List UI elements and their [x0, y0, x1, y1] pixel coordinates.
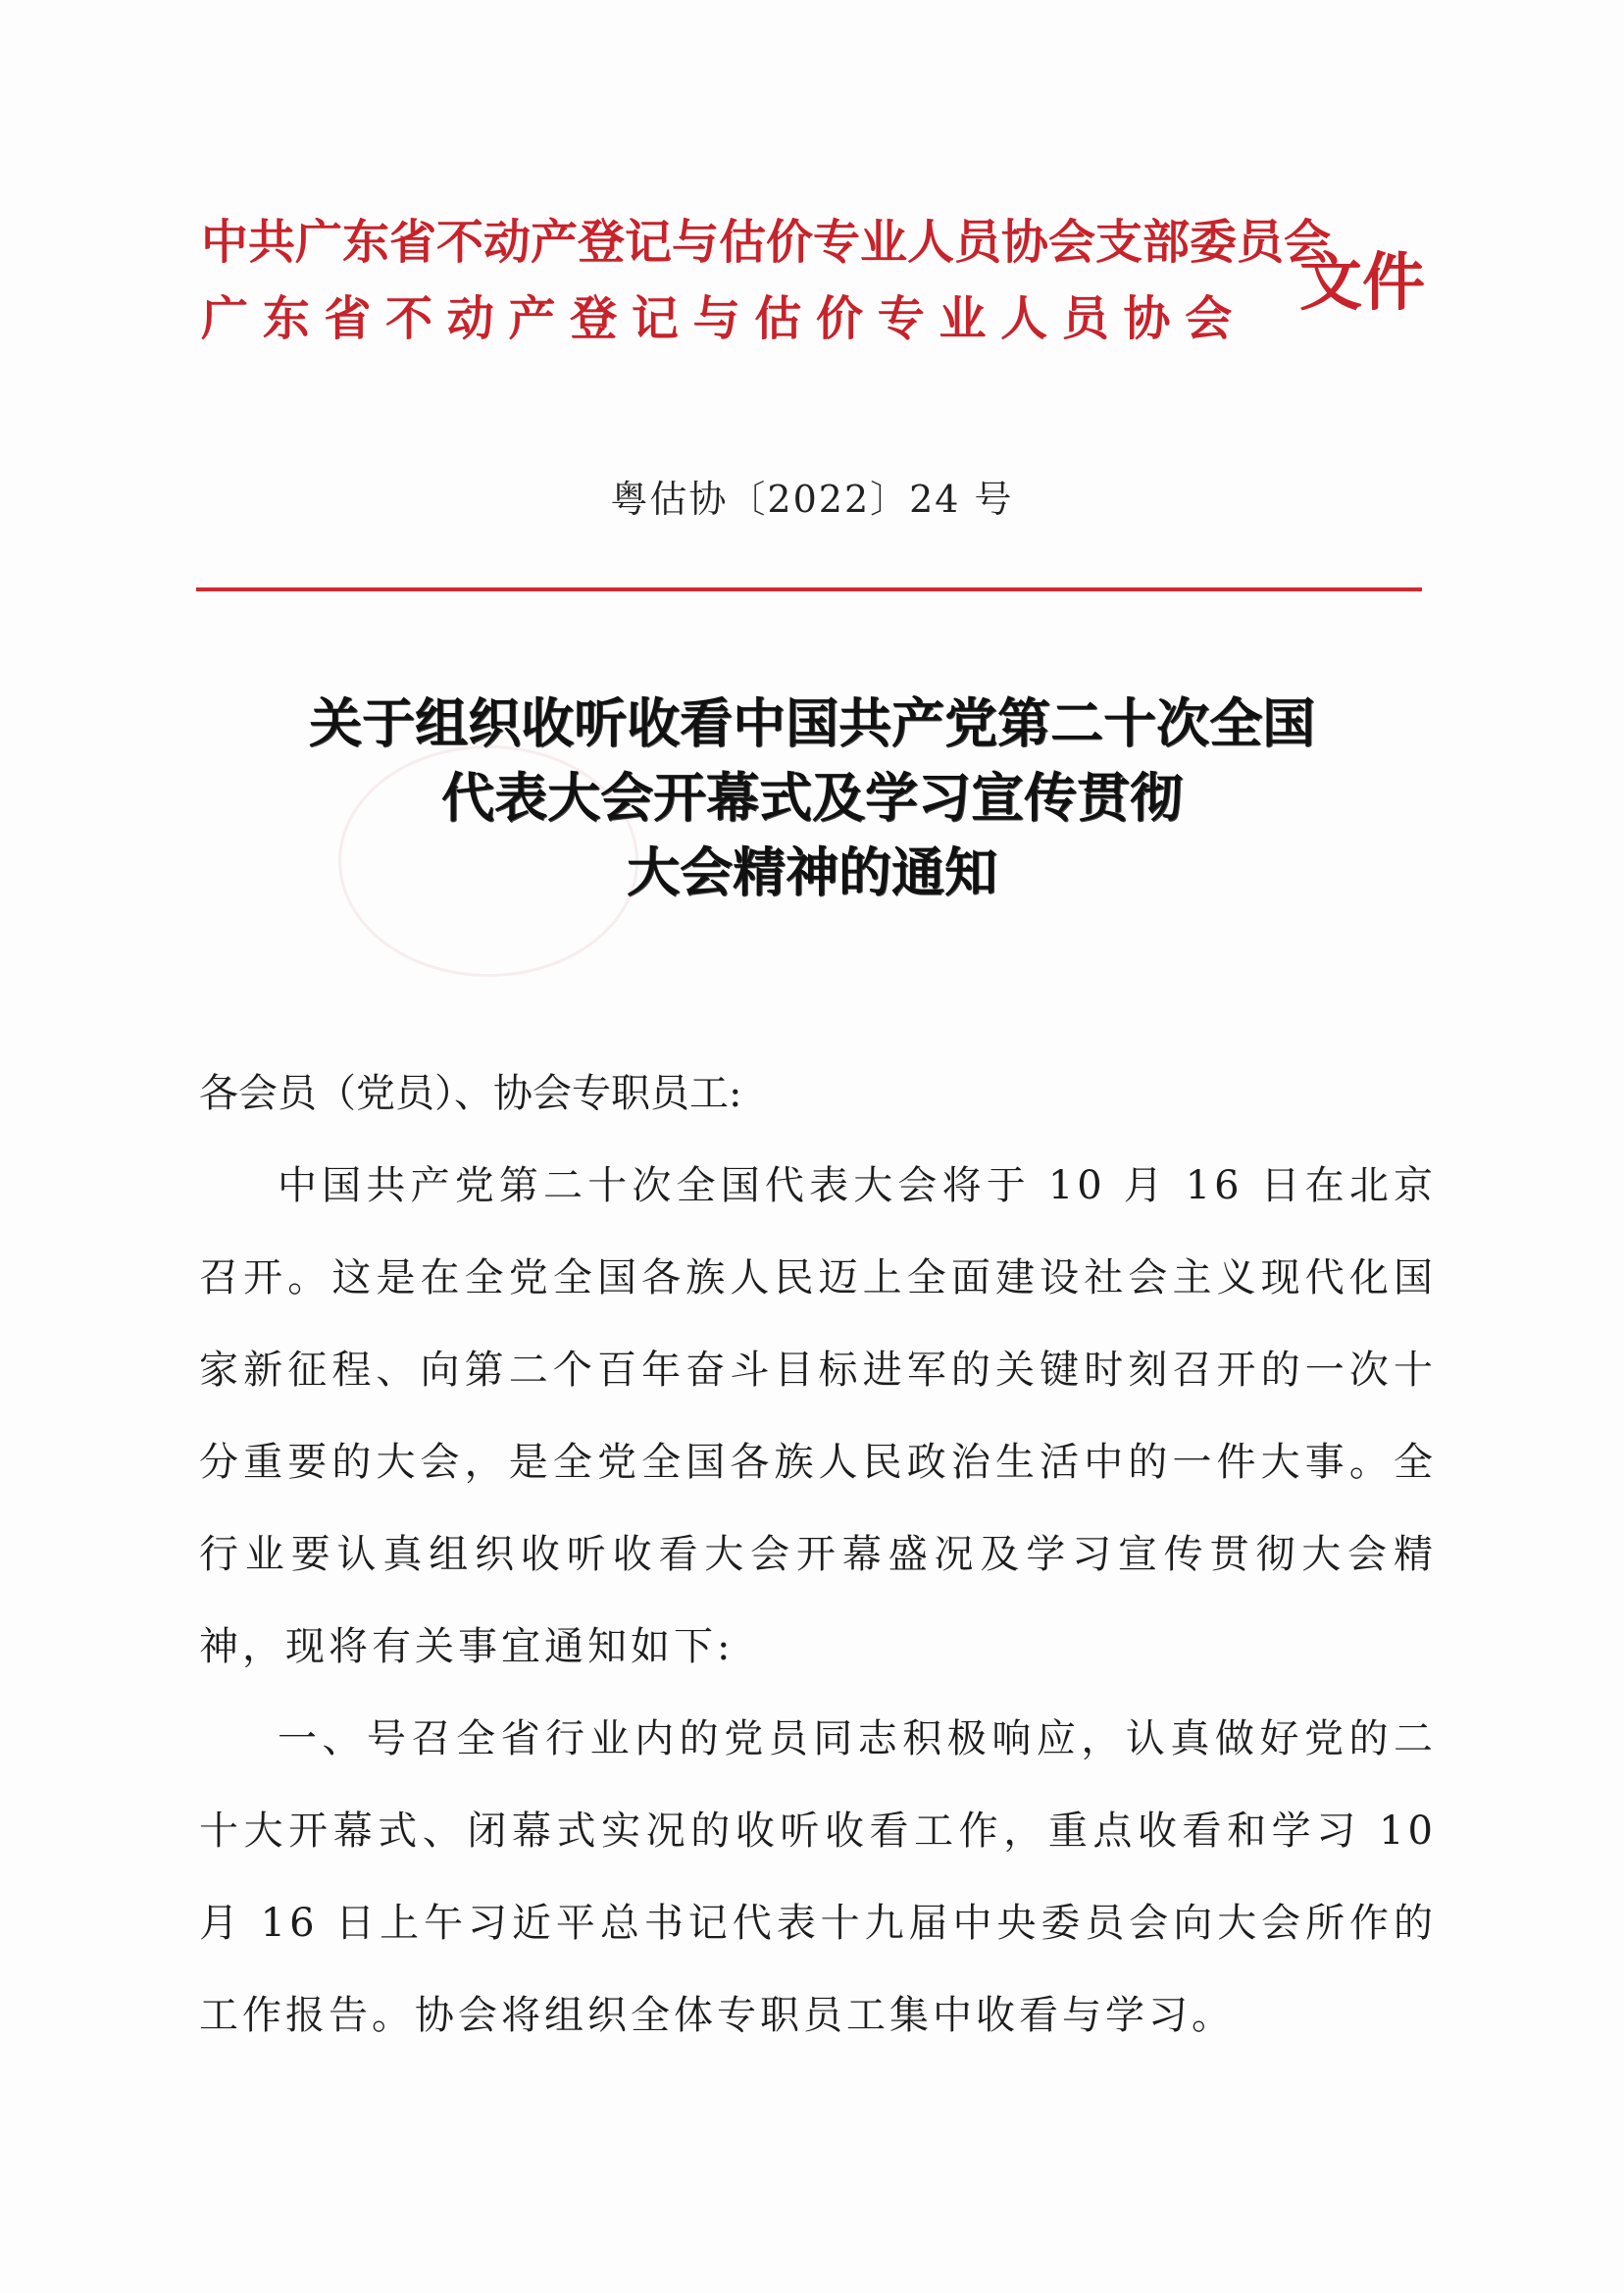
red-divider-line [196, 587, 1422, 591]
issuing-org-party-branch: 中共广东省不动产登记与估价专业人员协会支部委员会 [201, 215, 1332, 270]
body-paragraph-1: 中国共产党第二十次全国代表大会将于 10 月 16 日在北京召开。这是在全党全国各族人民迈上全面建设社会主义现代化国家新征程、向第二个百年奋斗目标进军的关键时刻召开的一次十分重要的大会，是全党全国各族人民政治生活中的一件大事。全行业要认真组织收听收看大会开幕盛况及学习宣传贯彻大会精神，现将有关事宜通知如下: [199, 1163, 1437, 1669]
title-line-2: 代表大会开幕式及学习宣传贯彻 [441, 767, 1183, 829]
salutation: 各会员（党员）、协会专职员工: [199, 1071, 742, 1116]
body-paragraph-2: 一、号召全省行业内的党员同志积极响应，认真做好党的二十大开幕式、闭幕式实况的收听收看工作，重点收看和学习 10 月 16 日上午习近平总书记代表十九届中央委员会向大会所作的工作报告。协会将组织全体专职员工集中收看与学习。 [199, 1716, 1437, 2038]
document-body [199, 1047, 1437, 2062]
issuing-org-association: 广东省不动产登记与估价专业人员协会 [201, 291, 1246, 346]
document-number: 粤估协〔2022〕24 号 [610, 478, 1014, 521]
title-line-1: 关于组织收听收看中国共产党第二十次全国 [309, 692, 1315, 754]
title-line-3: 大会精神的通知 [627, 841, 997, 903]
red-masthead [201, 211, 1446, 358]
document-word: 文件 [1299, 246, 1425, 320]
document-title [0, 687, 1624, 910]
